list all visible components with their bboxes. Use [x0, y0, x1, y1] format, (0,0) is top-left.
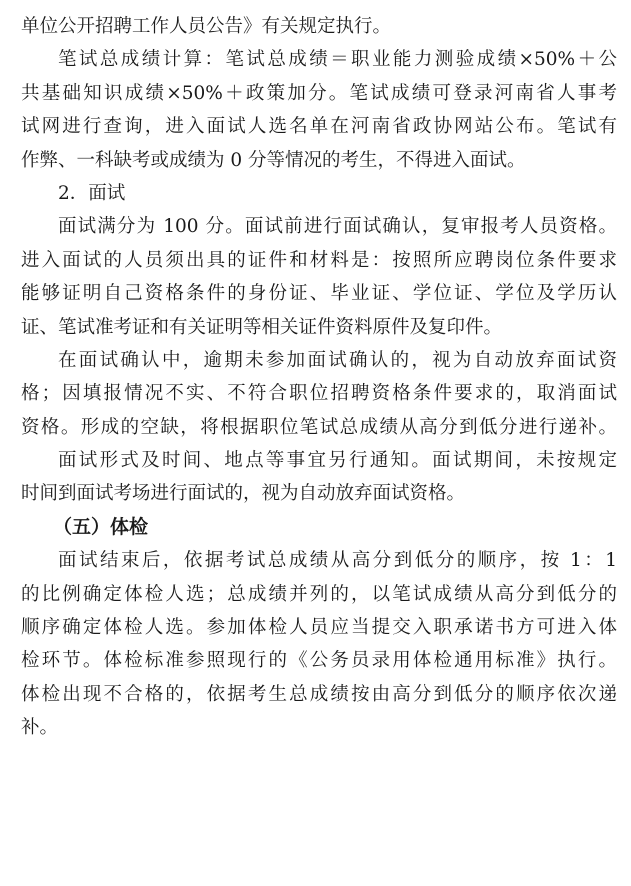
text-line: 笔试总成绩计算：笔试总成绩＝职业能力测验成绩×50%＋公 — [58, 49, 617, 71]
text-line: 作弊、一科缺考或成绩为 0 分等情况的考生，不得进入面试。 — [21, 149, 526, 171]
text-line: 体检出现不合格的，依据考生总成绩按由高分到低分的顺序依次递 — [21, 683, 617, 705]
text-line: 在面试确认中，逾期未参加面试确认的，视为自动放弃面试资 — [58, 349, 617, 371]
text-line: 面试满分为 100 分。面试前进行面试确认，复审报考人员资格。 — [58, 216, 617, 238]
text-line: 证、笔试准考证和有关证明等相关证件资料原件及复印件。 — [21, 316, 503, 338]
text-line: 资格。形成的空缺，将根据职位笔试总成绩从高分到低分进行递补。 — [21, 416, 617, 438]
text-line: 顺序确定体检人选。参加体检人员应当提交入职承诺书方可进入体 — [21, 617, 617, 639]
text-line: 面试形式及时间、地点等事宜另行通知。面试期间，未按规定 — [58, 450, 617, 472]
text-line: 共基础知识成绩×50%＋政策加分。笔试成绩可登录河南省人事考 — [21, 82, 617, 104]
text-line: 的比例确定体检人选；总成绩并列的，以笔试成绩从高分到低分的 — [21, 583, 617, 605]
text-line: 能够证明自己资格条件的身份证、毕业证、学位证、学位及学历认 — [21, 283, 617, 305]
text-line: 单位公开招聘工作人员公告》有关规定执行。 — [21, 16, 392, 37]
text-line: 补。 — [21, 717, 59, 739]
text-line: 试网进行查询，进入面试人选名单在河南省政协网站公布。笔试有 — [21, 116, 617, 138]
section-heading-interview: 2．面试 — [58, 182, 126, 204]
text-line: 时间到面试考场进行面试的，视为自动放弃面试资格。 — [21, 483, 466, 505]
text-line: 检环节。体检标准参照现行的《公务员录用体检通用标准》执行。 — [21, 650, 617, 672]
text-line: 面试结束后，依据考试总成绩从高分到低分的顺序，按 1：1 — [58, 550, 617, 572]
text-line: 进入面试的人员须出具的证件和材料是：按照所应聘岗位条件要求 — [21, 249, 617, 271]
text-line: 格；因填报情况不实、不符合职位招聘资格条件要求的，取消面试 — [21, 383, 617, 405]
section-heading-physical-exam: （五）体检 — [53, 515, 149, 538]
